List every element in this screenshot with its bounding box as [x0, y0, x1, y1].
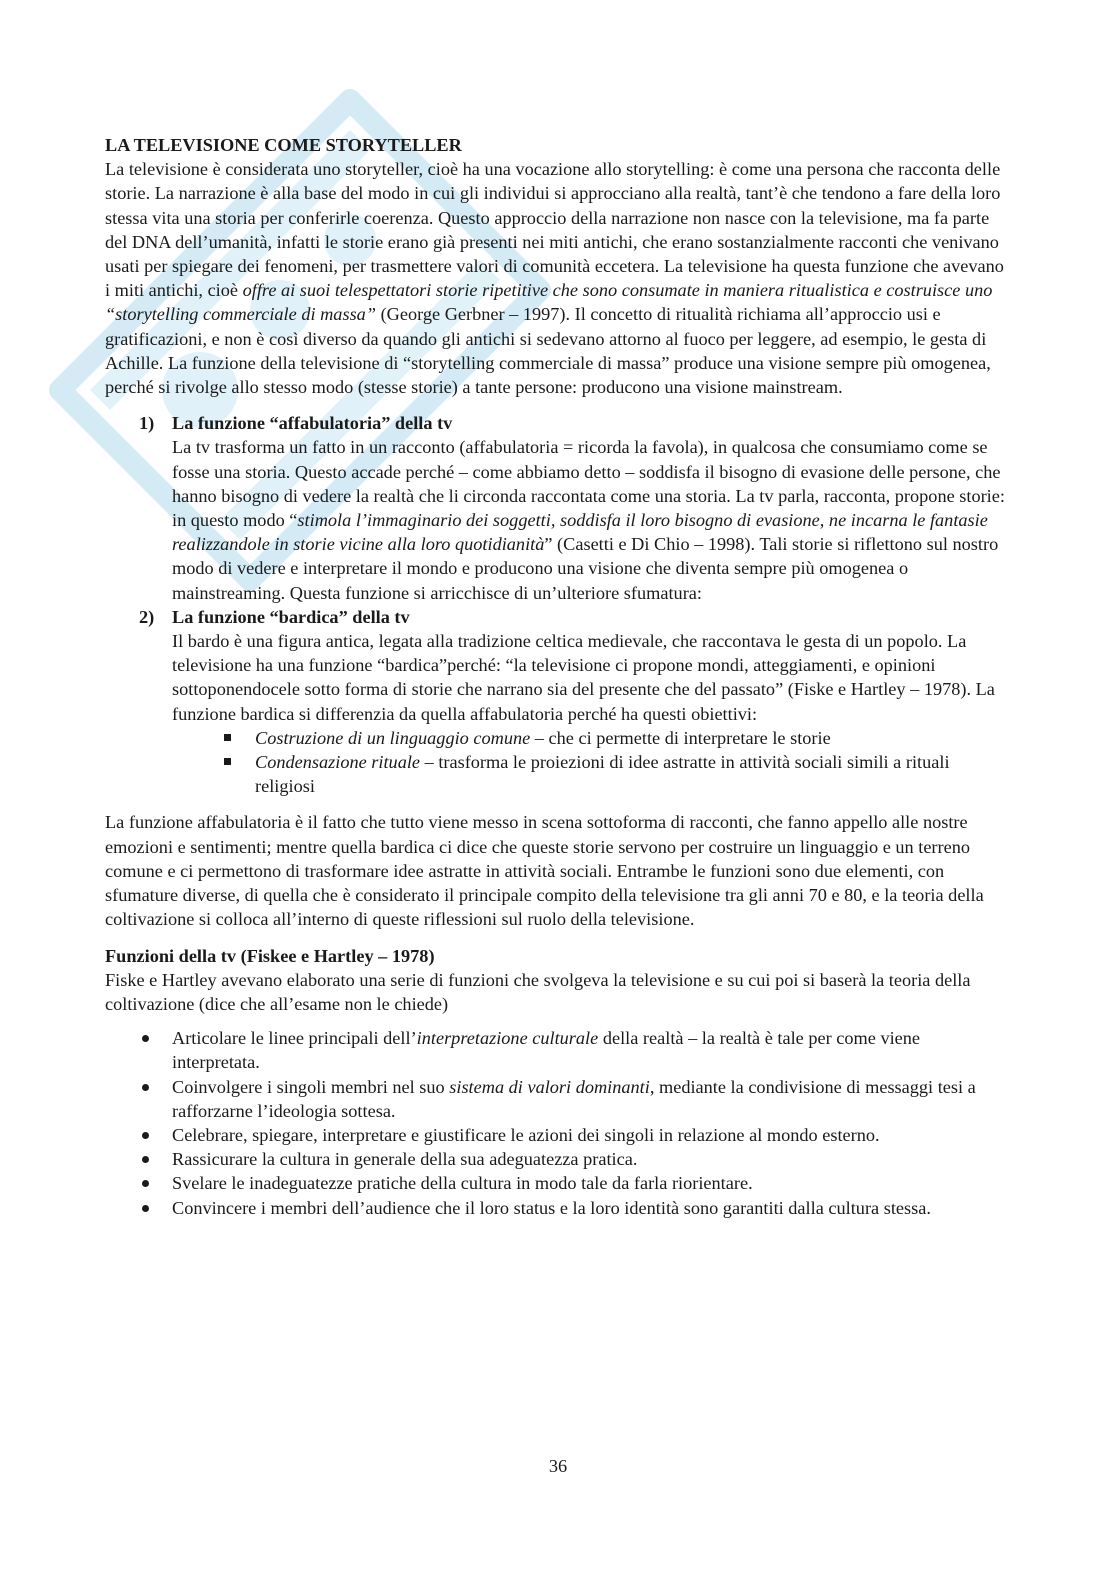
- bullet-item: Rassicurare la cultura in generale della sua adeguatezza pratica.: [105, 1147, 1005, 1171]
- summary-paragraph: La funzione affabulatoria è il fatto che tutto viene messo in scena sottoforma di racconti, che fanno appello alle nostre emozioni e sentimenti; mentre quella bardica ci dice che queste storie servono per costruire un linguaggio e un terreno comune e ci permettono di trasformare idee astratte in attività sociali. Entrambe le funzioni sono due elementi, con sfumature diverse, di quella che è considerato il principale compito della televisione tra gli anni 70 e 80, e la teoria della coltivazione si colloca all’interno di queste riflessioni sul ruolo della televisione.: [105, 812, 984, 930]
- functions-heading: Funzioni della tv (Fiskee e Hartley – 1978): [105, 945, 435, 966]
- bullet-icon: [142, 1156, 149, 1163]
- bullet-icon: [142, 1180, 149, 1187]
- bullet-item: Convincere i membri dell’audience che il loro status e la loro identità sono garantiti dalla cultura stessa.: [105, 1196, 1005, 1220]
- document-page: [105, 133, 1005, 1220]
- page-number: 36: [548, 1456, 568, 1476]
- intro-paragraph: La televisione è considerata uno storyteller, cioè ha una vocazione allo storytelling: è come una persona che racconta delle storie. La narrazione è alla base del modo in cui gli individui si approcciano alla realtà, tant’è che tendono a fare della loro stessa vita una storia per conferirle coerenza. Questo approccio della narrazione non nasce con la televisione, ma fa parte del DNA dell’umanità, infatti le storie erano già presenti nei miti antichi, che erano sostanzialmente racconti che venivano usati per spiegare dei fenomeni, per trasmettere valori di comunità eccetera. La televisione ha questa funzione che avevano i miti antichi, cioè offre ai suoi telespettatori storie ripetitive che sono consumate in maniera ritualistica e costruisce uno “storytelling commerciale di massa” (George Gerbner – 1997). Il concetto di ritualità richiama all’approccio usi e gratificazioni, e non è così diverso da quando gli antichi si sedevano attorno al fuoco per leggere, ad esempio, le gesta di Achille. La funzione della televisione di “storytelling commerciale di massa” produce una visione sempre più omogenea, perché si rivolge allo stesso modo (stesse storie) a tante persone: producono una visione mainstream.: [105, 159, 1004, 398]
- numbered-item-bardica: [105, 605, 1005, 726]
- bullet-icon: [142, 1132, 149, 1139]
- square-bullet-item: Condensazione rituale – trasforma le proiezioni di idee astratte in attività sociali simili a rituali religiosi: [105, 750, 1005, 798]
- bullet-item: Svelare le inadeguatezze pratiche della cultura in modo tale da farla riorientare.: [105, 1171, 1005, 1195]
- square-bullet-icon: [224, 734, 231, 741]
- bullet-icon: [142, 1035, 149, 1042]
- numbered-item-affabulatoria: [105, 411, 1005, 605]
- bullet-item: Coinvolgere i singoli membri nel suo sistema di valori dominanti, mediante la condivisione di messaggi tesi a rafforzarne l’ideologia sottesa.: [105, 1075, 1005, 1123]
- item-text: Il bardo è una figura antica, legata alla tradizione celtica medievale, che raccontava le gesta di un popolo. La televisione ha una funzione “bardica”perché: “la televisione ci propone mondi, atteggiamenti, e opinioni sottoponendocele sotto forma di storie che narrano sia del presente che del passato” (Fiske e Hartley – 1978). La funzione bardica si differenzia da quella affabulatoria perché ha questi obiettivi:: [172, 631, 995, 724]
- bullet-icon: [142, 1084, 149, 1091]
- functions-intro: Fiske e Hartley avevano elaborato una serie di funzioni che svolgeva la televisione e su cui poi si baserà la teoria della coltivazione (dice che all’esame non le chiede): [105, 969, 971, 1014]
- item-number: 2): [139, 606, 155, 627]
- bullet-icon: [142, 1205, 149, 1212]
- square-bullet-item: Costruzione di un linguaggio comune – che ci permette di interpretare le storie: [105, 726, 1005, 750]
- bullet-item: Celebrare, spiegare, interpretare e giustificare le azioni dei singoli in relazione al mondo esterno.: [105, 1123, 1005, 1147]
- item-text: La tv trasforma un fatto in un racconto (affabulatoria = ricorda la favola), in qualcosa che consumiamo come se fosse una storia. Questo accade perché – come abbiamo detto – soddisfa il bisogno di evasione delle persone, che hanno bisogno di vedere la realtà che li circonda raccontata come una storia. La tv parla, racconta, propone storie: in questo modo “stimola l’immaginario dei soggetti, soddisfa il loro bisogno di evasione, ne incarna le fantasie realizzandole in storie vicine alla loro quotidianità” (Casetti e Di Chio – 1998). Tali storie si riflettono sul nostro modo di vedere e interpretare il mondo e producono una visione che diventa sempre più omogenea o mainstreaming. Questa funzione si arricchisce di un’ulteriore sfumatura:: [172, 437, 1005, 603]
- item-number: 1): [139, 413, 155, 434]
- item-heading: La funzione “affabulatoria” della tv: [172, 413, 453, 434]
- square-bullet-icon: [224, 758, 231, 765]
- section-title: LA TELEVISIONE COME STORYTELLER: [105, 135, 462, 155]
- item-heading: La funzione “bardica” della tv: [172, 606, 410, 627]
- bullet-item: Articolare le linee principali dell’interpretazione culturale della realtà – la realtà è tale per come viene interpretata.: [105, 1026, 1005, 1074]
